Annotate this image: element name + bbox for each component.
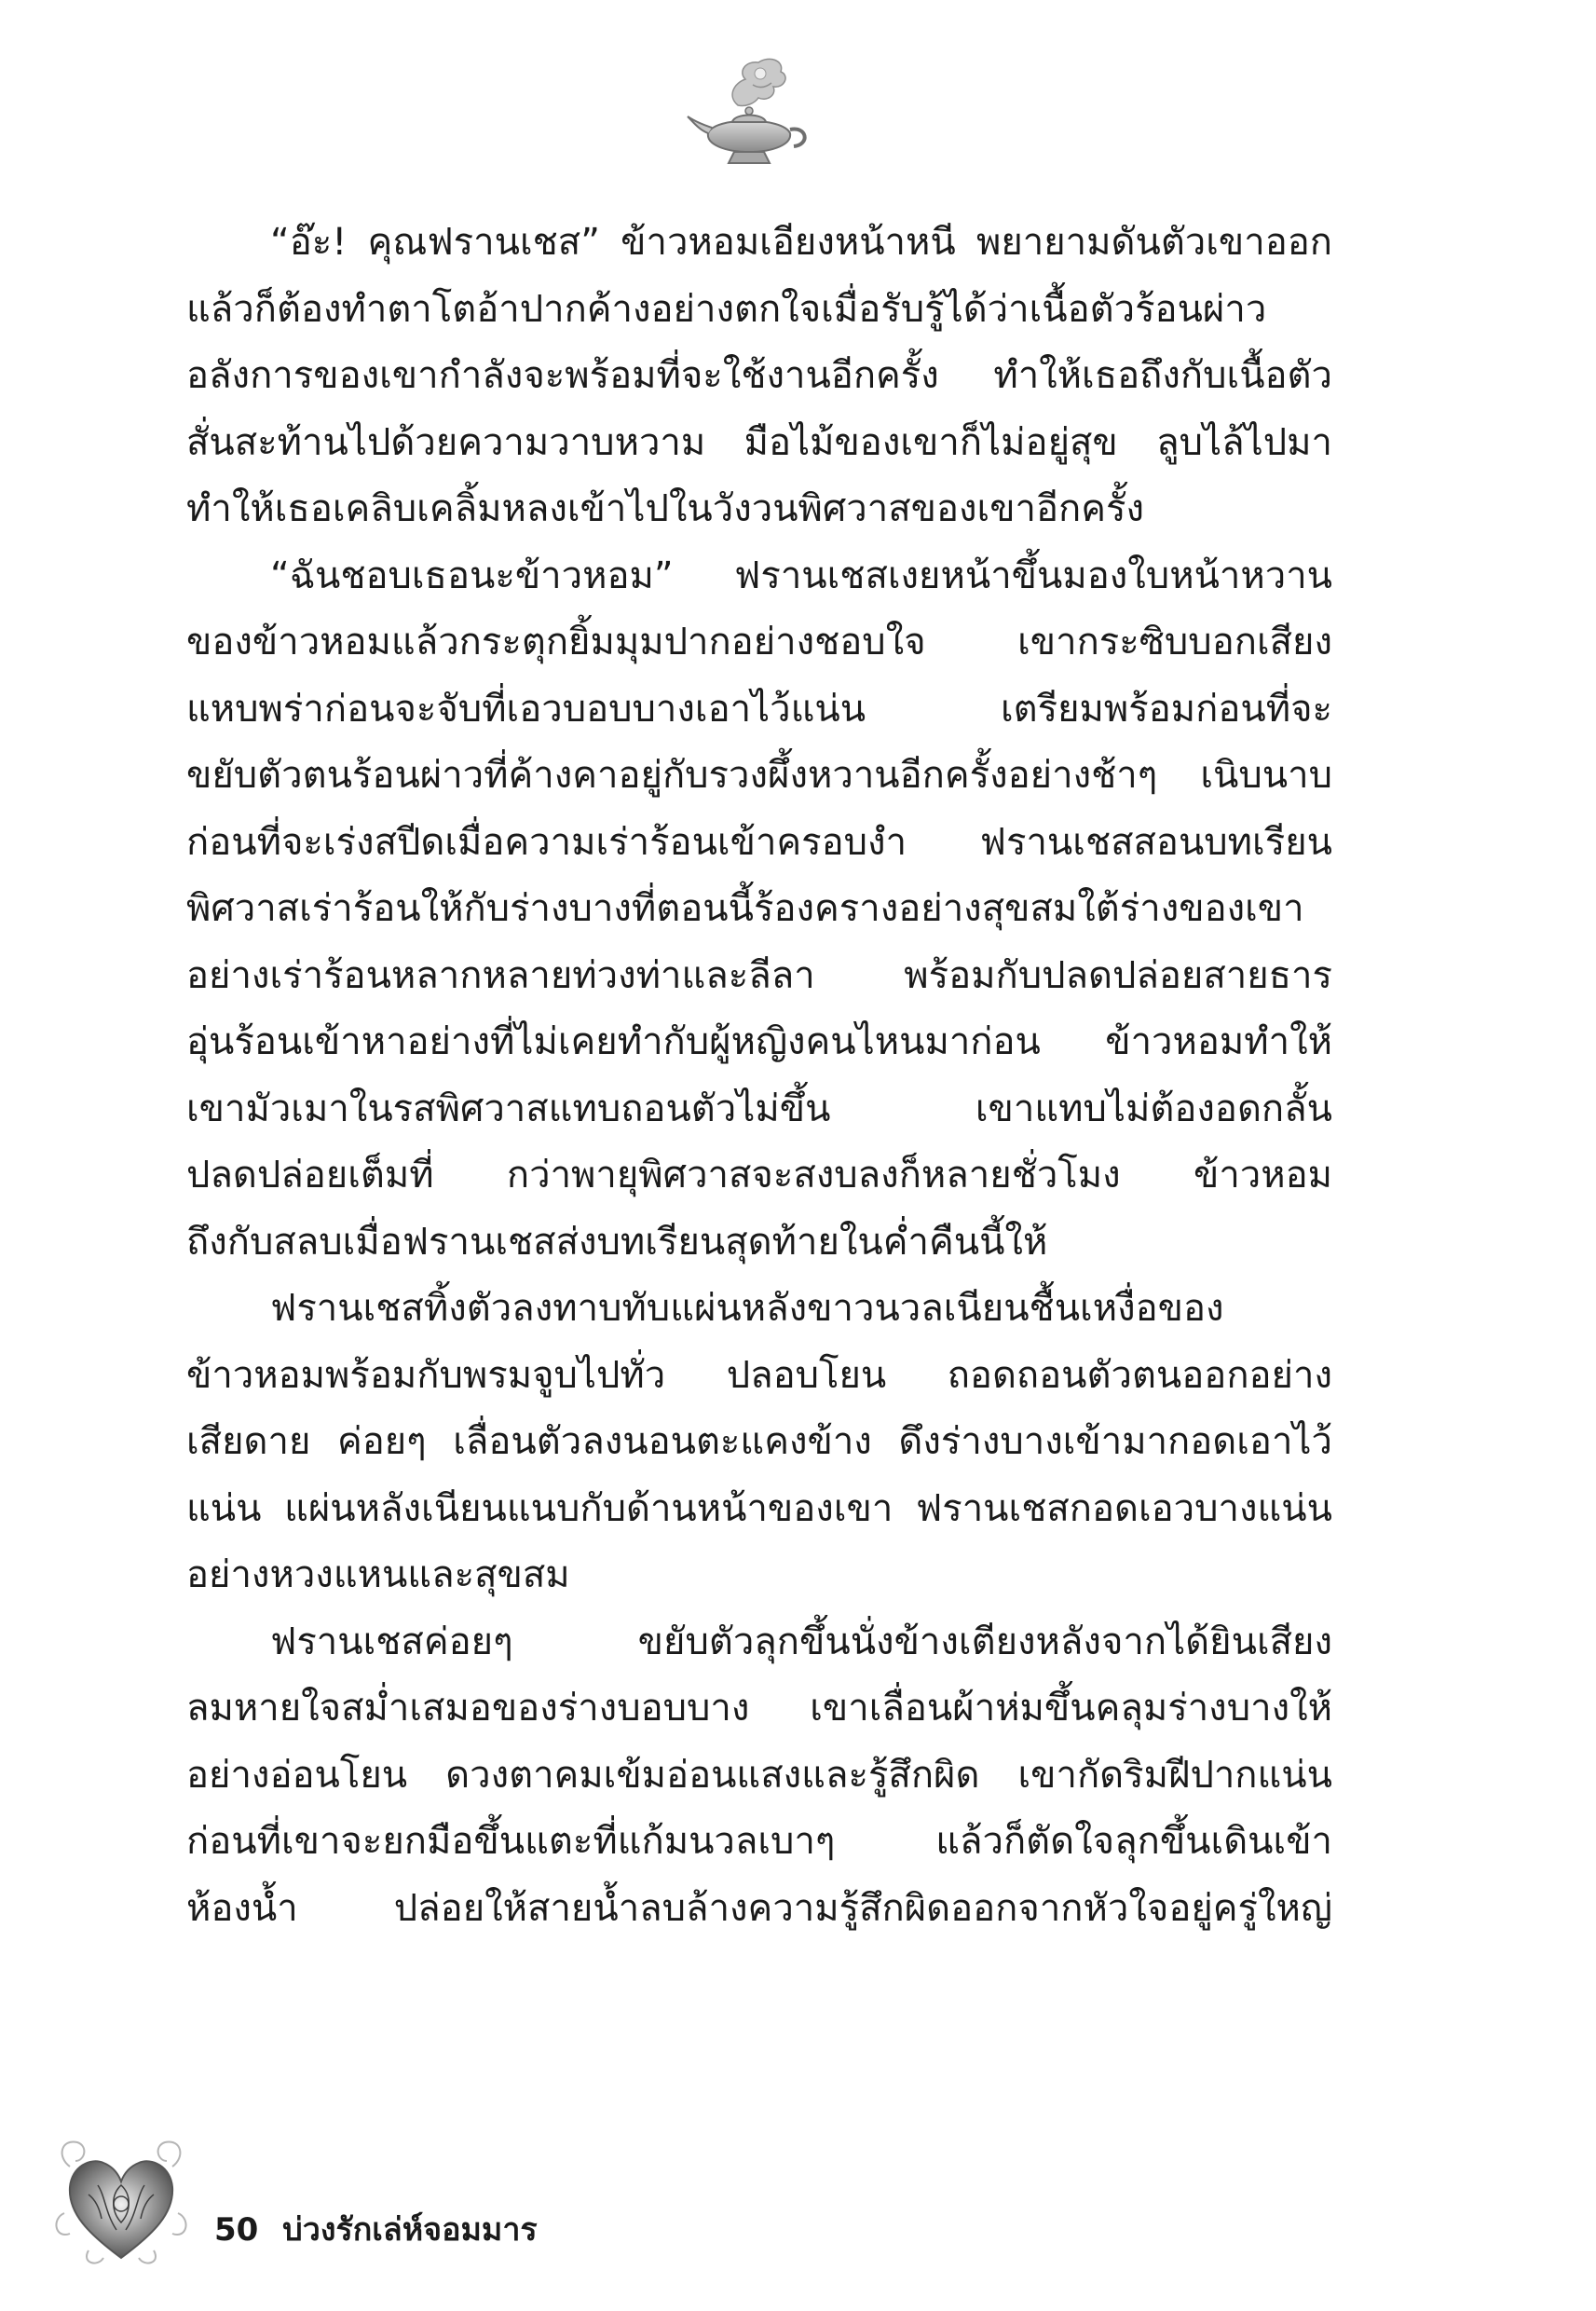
text-line: เสียดาย ค่อยๆ เลื่อนตัวลงนอนตะแคงข้าง ดึงร่างบางเข้ามากอดเอาไว้ [186,1420,1332,1463]
text-line: ฟรานเชสค่อยๆ ขยับตัวลุกขึ้นนั่งข้างเตียงหลังจากได้ยินเสียง [270,1620,1332,1663]
body-text [186,210,1332,1942]
text-line: “อ๊ะ! คุณฟรานเชส” ข้าวหอมเอียงหน้าหนี พยายามดันตัวเขาออก [270,221,1332,264]
text-line: ปลดปล่อยเต็มที่ กว่าพายุพิศวาสจะสงบลงก็หลายชั่วโมง ข้าวหอม [186,1154,1332,1197]
text-line: ฟรานเชสทิ้งตัวลงทาบทับแผ่นหลังขาวนวลเนียนชื้นเหงื่อของ [270,1287,1224,1330]
genie-lamp-icon [680,51,820,172]
page-footer [51,2129,610,2269]
text-line: ก่อนที่เขาจะยกมือขึ้นแตะที่แก้มนวลเบาๆ แล้วก็ตัดใจลุกขึ้นเดินเข้า [186,1820,1332,1863]
text-line: สั่นสะท้านไปด้วยความวาบหวาม มือไม้ของเขาก็ไม่อยู่สุข ลูบไล้ไปมา [186,420,1332,464]
text-line: ห้องน้ำ ปล่อยให้สายน้ำลบล้างความรู้สึกผิดออกจากหัวใจอยู่ครู่ใหญ่ [186,1886,1332,1930]
text-line: ลมหายใจสม่ำเสมอของร่างบอบบาง เขาเลื่อนผ้าห่มขึ้นคลุมร่างบางให้ [186,1687,1332,1730]
text-line: อย่างเร่าร้อนหลากหลายท่วงท่าและลีลา พร้อมกับปลดปล่อยสายธาร [186,953,1332,997]
text-line: ของข้าวหอมแล้วกระตุกยิ้มมุมปากอย่างชอบใจ เขากระซิบบอกเสียง [186,621,1332,663]
text-line: อย่างหวงแหนและสุขสม [186,1553,570,1596]
text-line: พิศวาสเร่าร้อนให้กับร่างบางที่ตอนนี้ร้องครางอย่างสุขสมใต้ร่างของเขา [186,887,1304,930]
page-number: 50 [214,2211,259,2249]
text-line: ทำให้เธอเคลิบเคลิ้มหลงเข้าไปในวังวนพิศวาสของเขาอีกครั้ง [186,487,1145,530]
footer-text [214,2204,538,2254]
text-line: อย่างอ่อนโยน ดวงตาคมเข้มอ่อนแสงและรู้สึกผิด เขากัดริมฝีปากแน่น [186,1753,1332,1797]
text-line: เขามัวเมาในรสพิศวาสแทบถอนตัวไม่ขึ้น เขาแทบไม่ต้องอดกลั้น [186,1087,1332,1130]
text-line: ข้าวหอมพร้อมกับพรมจูบไปทั่ว ปลอบโยน ถอดถอนตัวตนออกอย่าง [186,1353,1332,1397]
ornate-heart-icon [51,2129,191,2269]
text-line: แน่น แผ่นหลังเนียนแนบกับด้านหน้าของเขา ฟรานเชสกอดเอวบางแน่น [186,1486,1332,1530]
text-line: ถึงกับสลบเมื่อฟรานเชสส่งบทเรียนสุดท้ายในค่ำคืนนี้ให้ [186,1220,1048,1264]
text-line: ก่อนที่จะเร่งสปีดเมื่อความเร่าร้อนเข้าครอบงำ ฟรานเชสสอนบทเรียน [186,820,1332,864]
text-line: แล้วก็ต้องทำตาโตอ้าปากค้างอย่างตกใจเมื่อรับรู้ได้ว่าเนื้อตัวร้อนผ่าว [186,287,1267,331]
text-line: อลังการของเขากำลังจะพร้อมที่จะใช้งานอีกครั้ง ทำให้เธอถึงกับเนื้อตัว [186,354,1332,397]
text-line: ขยับตัวตนร้อนผ่าวที่ค้างคาอยู่กับรวงผึ้งหวานอีกครั้งอย่างช้าๆ เนิบนาบ [186,754,1332,797]
text-line: “ฉันชอบเธอนะข้าวหอม” ฟรานเชสเงยหน้าขึ้นมองใบหน้าหวาน [270,554,1332,597]
book-title: บ่วงรักเล่ห์จอมมาร [282,2211,538,2249]
text-line: แหบพร่าก่อนจะจับที่เอวบอบบางเอาไว้แน่น เตรียมพร้อมก่อนที่จะ [186,687,1332,731]
text-line: อุ่นร้อนเข้าหาอย่างที่ไม่เคยทำกับผู้หญิงคนไหนมาก่อน ข้าวหอมทำให้ [186,1020,1332,1063]
